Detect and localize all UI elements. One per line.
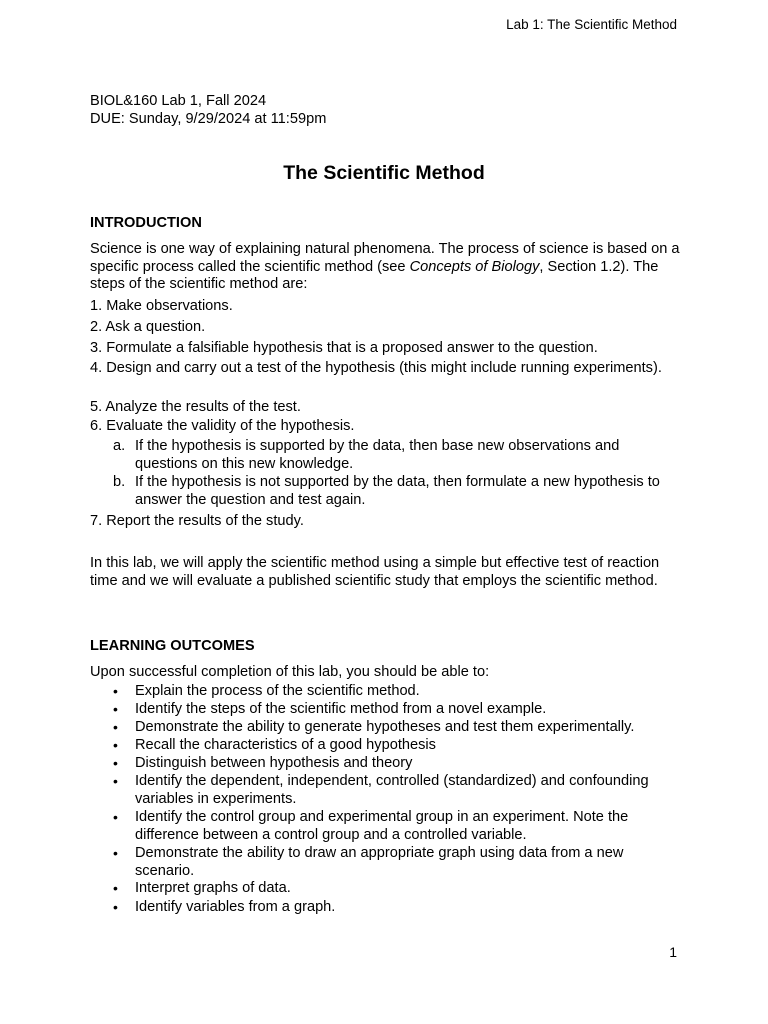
book-title: Concepts of Biology [409, 258, 540, 275]
page-number: 1 [669, 944, 677, 960]
outcomes-intro: Upon successful completion of this lab, you should be able to: [90, 664, 490, 680]
document-title: The Scientific Method [283, 162, 485, 184]
outcome-text: Identify the steps of the scientific method from a novel example. [135, 701, 547, 717]
bullet-icon: • [113, 773, 118, 789]
course-line: BIOL&160 Lab 1, Fall 2024 [90, 93, 267, 109]
outcome-text: Recall the characteristics of a good hypothesis [135, 737, 436, 753]
outcome-text: Identify the dependent, independent, controlled (standardized) and confounding variables in experiments. [135, 773, 649, 807]
learning-outcomes-heading: LEARNING OUTCOMES [90, 638, 255, 654]
outcome-text: Identify the control group and experimental group in an experiment. Note the difference between a control group and a controlled variable. [135, 809, 629, 843]
step-item: 3. Formulate a falsifiable hypothesis that is a proposed answer to the question. [90, 340, 598, 356]
step-item: 1. Make observations. [90, 298, 233, 314]
step-item: 7. Report the results of the study. [90, 513, 304, 529]
substep-text: If the hypothesis is not supported by the data, then formulate a new hypothesis to answer the question and test again. [135, 474, 660, 508]
due-line: DUE: Sunday, 9/29/2024 at 11:59pm [90, 110, 327, 127]
course-info [90, 93, 690, 128]
intro-paragraph [90, 241, 680, 294]
outcome-text: Distinguish between hypothesis and theory [135, 755, 413, 771]
outcome-text: Demonstrate the ability to draw an appropriate graph using data from a new scenario. [135, 845, 624, 879]
bullet-icon: • [113, 809, 118, 825]
bullet-icon: • [113, 880, 118, 896]
bullet-icon: • [113, 755, 118, 771]
outcome-text: Explain the process of the scientific method. [135, 683, 420, 699]
bullet-icon: • [113, 719, 118, 735]
outcome-text: Interpret graphs of data. [135, 880, 291, 896]
step-item: 2. Ask a question. [90, 319, 206, 335]
outcome-text: Demonstrate the ability to generate hypotheses and test them experimentally. [135, 719, 635, 735]
bullet-icon: • [113, 701, 118, 717]
bullet-icon: • [113, 683, 118, 699]
substep-label: b. [113, 474, 126, 490]
outcome-text: Identify variables from a graph. [135, 899, 336, 915]
intro-text-1: Science is one way of explaining natural phenomena. The process of science is based on a specific process called the scientific method (see [90, 241, 680, 275]
bullet-icon: • [113, 737, 118, 753]
intro-text-2: , Section 1.2). The steps of the scientific method are: [90, 258, 659, 292]
running-header: Lab 1: The Scientific Method [506, 17, 677, 32]
bullet-icon: • [113, 845, 118, 861]
substep-text: If the hypothesis is supported by the data, then base new observations and questions on this new knowledge. [135, 438, 620, 472]
step-item: 5. Analyze the results of the test. [90, 399, 301, 415]
step-item: 4. Design and carry out a test of the hypothesis (this might include running experiments). [90, 360, 662, 376]
step-item: 6. Evaluate the validity of the hypothesis. [90, 418, 355, 434]
introduction-heading: INTRODUCTION [90, 215, 202, 231]
substep-label: a. [113, 438, 126, 454]
bullet-icon: • [113, 899, 118, 915]
lab-paragraph: In this lab, we will apply the scientific method using a simple but effective test of reaction time and we will evaluate a published scientific study that employs the scientific method. [90, 555, 660, 589]
